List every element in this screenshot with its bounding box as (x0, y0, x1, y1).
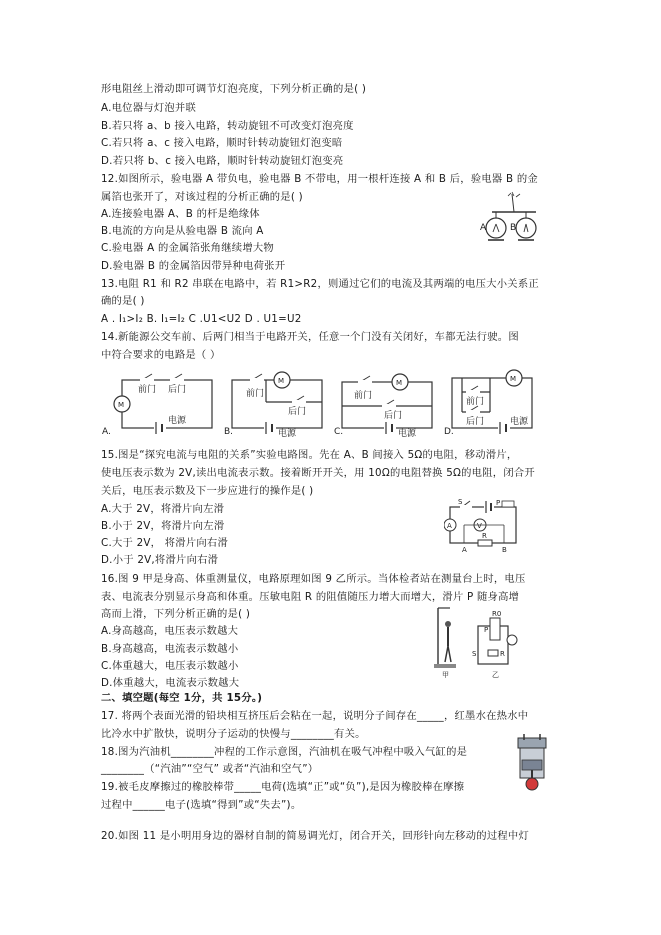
circuit-a-motor: M (118, 401, 125, 409)
q15-ammeter-label: A (447, 522, 452, 530)
q12-option-c: C.验电器 A 的金属箔张角继续增大物 (101, 242, 274, 254)
q13-stem-line1: 13.电阻 R1 和 R2 串联在电路中，若 R1>R2，则通过它们的电流及其两端的电压大小关系正 (101, 278, 539, 290)
fig-r0-label: R0 (492, 610, 502, 618)
q15-stem-line3: 关后，电压表示数及下一步应进行的操作是( ) (101, 485, 314, 497)
fig-yi-label: 乙 (492, 671, 499, 678)
fig-slider-label: P (484, 626, 489, 634)
circuit-a-front: 前门 (138, 385, 157, 395)
q11-option-d: D.若只将 b、c 接入电路，顺时针转动旋钮灯泡变亮 (101, 155, 344, 167)
q15-resistor-label: R (482, 532, 487, 540)
engine-stroke-figure (508, 734, 556, 792)
fig-switch-label: S (472, 650, 477, 658)
q15-point-b-label: B (502, 546, 507, 553)
q18-line2: ________（“汽油”“空气” 或者“汽油和空气”） (101, 763, 319, 775)
electroscope-b-label: B (510, 223, 517, 233)
q12-option-a: A.连接验电器 A、B 的杆是绝缘体 (101, 208, 260, 220)
q20-line1: 20.如图 11 是小明用身边的器材自制的简易调光灯，闭合开关，回形针向左移动的过程中灯 (101, 830, 530, 842)
circuit-d-motor: M (510, 375, 517, 383)
q16-option-c: C.体重越大，电压表示数越小 (101, 660, 239, 672)
q12-option-b: B.电流的方向是从验电器 B 流向 A (101, 225, 264, 237)
q15-option-b: B.小于 2V，将滑片向左滑 (101, 520, 225, 532)
circuit-a-source: 电源 (168, 416, 187, 426)
q13-stem-line2: 确的是( ) (101, 295, 145, 307)
circuit-b-letter: B. (224, 427, 234, 437)
q12-option-d: D.验电器 B 的金属箔因带异种电荷张开 (101, 260, 286, 272)
q13-options: A . I₁>I₂ B. I₁=I₂ C .U1<U2 D . U1=U2 (101, 313, 302, 325)
circuit-b-front: 前门 (246, 389, 265, 399)
q15-stem-line2: 使电压表示数为 2V,读出电流表示数。接着断开开关，用 10Ω的电阻替换 5Ω的电阻，闭合开 (101, 467, 535, 479)
q12-stem-line1: 12.如图所示，验电器 A 带负电，验电器 B 不带电，用一根杆连接 A 和 B 后，验电器 B 的金 (101, 173, 538, 185)
q16-option-a: A.身高越高，电压表示数越大 (101, 625, 239, 637)
circuit-a-back: 后门 (168, 385, 187, 395)
circuit-b (224, 372, 322, 438)
q16-stem-line3: 高而上滑，下列分析正确的是( ) (101, 608, 251, 620)
q14-stem-line2: 中符合要求的电路是（ ） (101, 349, 221, 361)
circuit-c-back: 后门 (384, 411, 403, 421)
circuit-a (102, 374, 212, 437)
q15-switch-label: S (458, 498, 463, 506)
q11-option-b: B.若只将 a、b 接入电路，转动旋钮不可改变灯泡亮度 (101, 120, 354, 132)
q16-stem-line1: 16.图 9 甲是身高、体重测量仪，电路原理如图 9 乙所示。当体检者站在测量台上时，电压 (101, 573, 526, 585)
circuit-d-source: 电源 (510, 417, 529, 427)
height-weight-meter-figure (428, 606, 520, 678)
q15-point-a-label: A (462, 546, 467, 553)
fig-jia-label: 甲 (442, 671, 449, 678)
circuit-d-letter: D. (444, 427, 454, 437)
circuit-d (444, 370, 532, 437)
circuit-d-front: 前门 (466, 397, 485, 407)
circuit-a-letter: A. (102, 427, 111, 437)
circuit-c-front: 前门 (354, 391, 373, 401)
circuit-c-source: 电源 (398, 429, 417, 438)
q18-line1: 18.图为汽油机________冲程的工作示意图，汽油机在吸气冲程中吸入气缸的是 (101, 746, 468, 758)
q16-stem-line2: 表、电流表分别显示身高和体重。压敏电阻 R 的阻值随压力增大而增大，滑片 P 随身高增 (101, 591, 520, 603)
q11-stem-cont: 形电阻丝上滑动即可调节灯泡亮度，下列分析正确的是( ) (101, 83, 367, 95)
circuit-d-back: 后门 (466, 417, 485, 427)
q16-option-d: D.体重越大，电流表示数越大 (101, 677, 240, 689)
q15-circuit-figure (444, 497, 524, 553)
circuit-b-back: 后门 (288, 407, 307, 417)
q15-option-d: D.小于 2V,将滑片向右滑 (101, 554, 219, 566)
q17-line1: 17. 将两个表面光滑的铅块相互挤压后会粘在一起，说明分子间存在_____，红墨水在热水中 (101, 710, 529, 722)
q12-stem-line2: 属箔也张开了，对该过程的分析正确的是( ) (101, 191, 303, 203)
q15-slider-label: P (496, 499, 501, 507)
circuit-c-letter: C. (334, 427, 344, 437)
q15-option-c: C.大于 2V， 将滑片向右滑 (101, 537, 229, 549)
q17-line2: 比冷水中扩散快，说明分子运动的快慢与________有关。 (101, 728, 366, 740)
section2-heading: 二、填空题(每空 1分，共 15分。) (101, 692, 263, 704)
circuit-c (334, 374, 432, 438)
electroscope-a-label: A (480, 223, 487, 233)
electroscope-figure (478, 190, 548, 248)
q11-option-c: C.若只将 a、c 接入电路，顺时针转动旋钮灯泡变暗 (101, 137, 343, 149)
circuit-b-source: 电源 (278, 429, 297, 438)
q16-option-b: B.身高越高，电流表示数越小 (101, 643, 239, 655)
q19-line1: 19.被毛皮摩擦过的橡胶棒带_____电荷(选填“正”或“负”),是因为橡胶棒在摩擦 (101, 781, 465, 793)
q19-line2: 过程中______电子(选填“得到”或“失去”)。 (101, 799, 302, 811)
fig-r-label: R (500, 650, 505, 658)
q15-stem-line1: 15.图是“探究电流与电阻的关系”实验电路图。先在 A、B 间接入 5Ω的电阻，移动滑片， (101, 449, 518, 461)
q11-option-a: A.电位器与灯泡并联 (101, 102, 197, 114)
circuit-c-motor: M (396, 379, 403, 387)
q15-voltmeter-label: V (477, 522, 482, 530)
q14-stem-line1: 14.新能源公交车前、后两门相当于电路开关，任意一个门没有关闭好，车都无法行驶。图 (101, 331, 519, 343)
circuit-b-motor: M (278, 377, 285, 385)
door-circuits-figure (98, 368, 538, 438)
q15-option-a: A.大于 2V，将滑片向左滑 (101, 503, 225, 515)
